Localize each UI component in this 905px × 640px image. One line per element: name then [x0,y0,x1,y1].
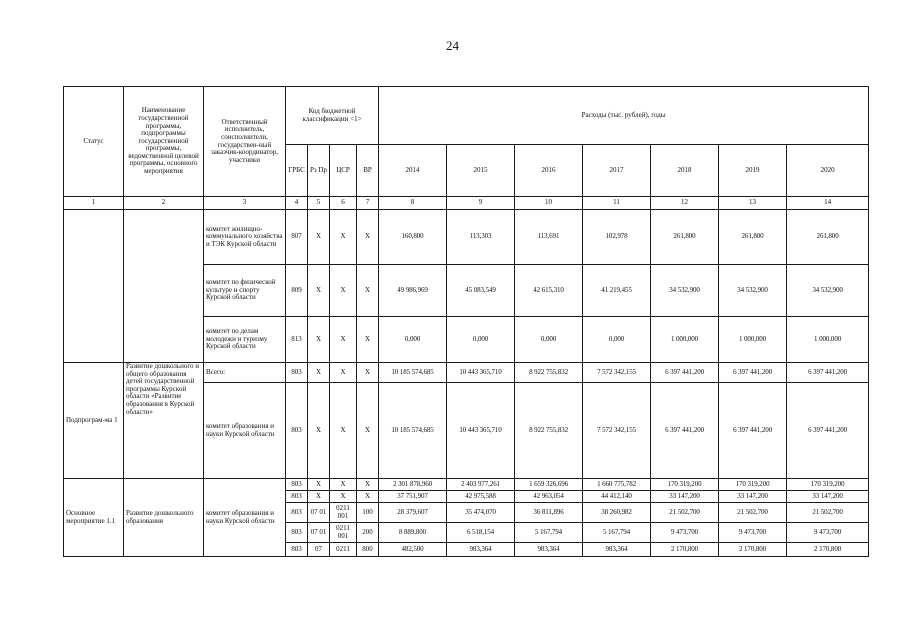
value-cell: 0,000 [379,317,447,363]
value-cell: 44 412,140 [583,491,651,503]
value-cell: 9 473,700 [651,523,719,543]
value-cell: 33 147,200 [719,491,787,503]
value-cell: 28 379,607 [379,503,447,523]
budget-table [63,86,869,557]
column-number: 7 [357,197,379,210]
name-cell-empty [124,210,204,363]
value-cell: 1 000,000 [651,317,719,363]
value-cell: 1 000,000 [719,317,787,363]
value-cell: 42 975,588 [447,491,515,503]
value-cell: 7 572 342,155 [583,383,651,479]
status-cell-empty [64,210,124,363]
header-year: 2017 [583,145,651,197]
rzpr-cell: Х [308,479,330,491]
value-cell: 42 615,310 [515,265,583,317]
column-number: 14 [787,197,869,210]
header-grbs: ГРБС [286,145,308,197]
value-cell: 170 319,200 [719,479,787,491]
column-number: 10 [515,197,583,210]
value-cell: 10 443 365,710 [447,363,515,383]
executor-cell: комитет образования и науки Курской области [204,479,286,557]
value-cell: 9 473,700 [787,523,869,543]
csr-cell: Х [330,491,357,503]
column-number: 8 [379,197,447,210]
column-number: 13 [719,197,787,210]
header-row [64,87,869,145]
header-year: 2016 [515,145,583,197]
value-cell: 45 083,549 [447,265,515,317]
csr-cell: 0211 001 [330,523,357,543]
value-cell: 2 170,800 [651,543,719,557]
vr-cell: Х [357,210,379,265]
header-year: 2018 [651,145,719,197]
column-number: 6 [330,197,357,210]
vr-cell: 200 [357,523,379,543]
header-year: 2019 [719,145,787,197]
value-cell: 21 502,700 [719,503,787,523]
header-year: 2015 [447,145,515,197]
value-cell: 7 572 342,155 [583,363,651,383]
value-cell: 160,800 [379,210,447,265]
table-row [64,479,869,491]
value-cell: 6 397 441,200 [787,383,869,479]
value-cell: 6 397 441,200 [651,363,719,383]
value-cell: 33 147,200 [651,491,719,503]
grbs-cell: 803 [286,479,308,491]
value-cell: 170 319,200 [787,479,869,491]
value-cell: 34 532,900 [651,265,719,317]
value-cell: 983,364 [515,543,583,557]
value-cell: 8 922 755,832 [515,383,583,479]
page-number: 24 [446,38,459,53]
value-cell: 42 963,054 [515,491,583,503]
value-cell: 41 219,455 [583,265,651,317]
value-cell: 0,000 [583,317,651,363]
value-cell: 34 532,900 [719,265,787,317]
value-cell: 10 443 365,710 [447,383,515,479]
csr-cell: Х [330,363,357,383]
vr-cell: Х [357,317,379,363]
executor-cell: комитет по делам молодежи и туризму Курской области [204,317,286,363]
value-cell: 8 922 755,832 [515,363,583,383]
column-number: 3 [204,197,286,210]
executor-cell: комитет жилищно-коммунального хозяйства и ТЭК Курской области [204,210,286,265]
vr-cell: Х [357,383,379,479]
grbs-cell: 813 [286,317,308,363]
header-vr: ВР [357,145,379,197]
value-cell: 21 502,700 [787,503,869,523]
value-cell: 0,000 [515,317,583,363]
column-number: 9 [447,197,515,210]
value-cell: 170 319,200 [651,479,719,491]
header-year: 2014 [379,145,447,197]
value-cell: 6 397 441,200 [787,363,869,383]
csr-cell: Х [330,210,357,265]
value-cell: 33 147,200 [787,491,869,503]
value-cell: 2 301 878,960 [379,479,447,491]
value-cell: 6 397 441,200 [719,363,787,383]
grbs-cell: 803 [286,523,308,543]
column-number: 1 [64,197,124,210]
column-number-row [64,197,869,210]
column-number: 2 [124,197,204,210]
header-csr: ЦСР [330,145,357,197]
activity-status: Основное мероприятие 1.1 [64,479,124,557]
column-number: 5 [308,197,330,210]
grbs-cell: 803 [286,363,308,383]
header-executor: Ответственный исполнитель, соисполнители, государствен-ный заказчик-координатор, участники [204,87,286,197]
grbs-cell: 809 [286,265,308,317]
grbs-cell: 803 [286,503,308,523]
grbs-cell: 807 [286,210,308,265]
value-cell: 983,364 [447,543,515,557]
rzpr-cell: 07 01 [308,523,330,543]
grbs-cell: 803 [286,543,308,557]
value-cell: 0,000 [447,317,515,363]
csr-cell: 0211 001 [330,503,357,523]
header-name: Наименование государственной программы, подпрограммы государственной программы, ведомственной целевой программы, основного мероприятия [124,87,204,197]
value-cell: 261,800 [787,210,869,265]
value-cell: 5 167,794 [515,523,583,543]
value-cell: 37 751,907 [379,491,447,503]
rzpr-cell: Х [308,363,330,383]
value-cell: 1 659 326,696 [515,479,583,491]
value-cell: 6 518,154 [447,523,515,543]
csr-cell: Х [330,317,357,363]
value-cell: 10 185 574,685 [379,383,447,479]
executor-cell: Всего: [204,363,286,383]
activity-name: Развитие дошкольного образования [124,479,204,557]
value-cell: 35 474,070 [447,503,515,523]
rzpr-cell: Х [308,210,330,265]
header-expenses: Расходы (тыс. рублей), годы [379,87,869,145]
value-cell: 6 397 441,200 [719,383,787,479]
value-cell: 2 170,800 [719,543,787,557]
vr-cell: Х [357,265,379,317]
executor-cell: комитет по физической культуре и спорту Курской области [204,265,286,317]
column-number: 11 [583,197,651,210]
value-cell: 1 660 775,782 [583,479,651,491]
rzpr-cell: 07 [308,543,330,557]
csr-cell: Х [330,479,357,491]
grbs-cell: 803 [286,383,308,479]
value-cell: 21 502,700 [651,503,719,523]
value-cell: 983,364 [583,543,651,557]
rzpr-cell: Х [308,317,330,363]
header-status: Статус [64,87,124,197]
table-row [64,210,869,265]
header-budget-code: Код бюджетной классификации <1> [286,87,379,145]
value-cell: 34 532,900 [787,265,869,317]
value-cell: 102,978 [583,210,651,265]
value-cell: 49 986,969 [379,265,447,317]
value-cell: 8 889,800 [379,523,447,543]
value-cell: 10 185 574,685 [379,363,447,383]
rzpr-cell: Х [308,265,330,317]
header-rzpr: Рз Пр [308,145,330,197]
subprogram-status: Подпрограм-ма 1 [64,363,124,479]
column-number: 12 [651,197,719,210]
value-cell: 113,691 [515,210,583,265]
executor-cell: комитет образования и науки Курской области [204,383,286,479]
column-number: 4 [286,197,308,210]
csr-cell: Х [330,265,357,317]
grbs-cell: 803 [286,491,308,503]
table-row [64,363,869,383]
value-cell: 5 167,794 [583,523,651,543]
header-year: 2020 [787,145,869,197]
csr-cell: Х [330,383,357,479]
csr-cell: 0211 [330,543,357,557]
value-cell: 2 403 977,261 [447,479,515,491]
rzpr-cell: 07 01 [308,503,330,523]
value-cell: 482,500 [379,543,447,557]
value-cell: 261,800 [651,210,719,265]
value-cell: 6 397 441,200 [651,383,719,479]
value-cell: 261,800 [719,210,787,265]
vr-cell: Х [357,479,379,491]
vr-cell: 800 [357,543,379,557]
value-cell: 38 260,982 [583,503,651,523]
subprogram-name: Развитие дошкольного и общего образования детей государственной программы Курской области «Развитие образования в Курской области» [124,363,204,479]
value-cell: 36 811,896 [515,503,583,523]
vr-cell: 100 [357,503,379,523]
value-cell: 2 170,800 [787,543,869,557]
value-cell: 9 473,700 [719,523,787,543]
rzpr-cell: Х [308,491,330,503]
vr-cell: Х [357,363,379,383]
vr-cell: Х [357,491,379,503]
rzpr-cell: Х [308,383,330,479]
value-cell: 1 000,000 [787,317,869,363]
value-cell: 113,303 [447,210,515,265]
